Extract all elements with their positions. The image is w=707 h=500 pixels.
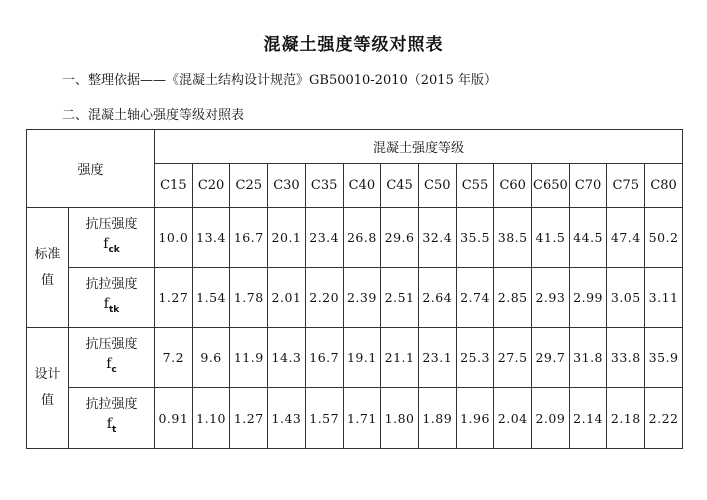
value-cell: 33.8 [607, 328, 645, 388]
value-cell: 2.04 [494, 388, 532, 449]
value-cell: 3.05 [607, 268, 645, 328]
value-cell: 1.57 [305, 388, 343, 449]
value-cell: 38.5 [494, 208, 532, 268]
property-symbol: $f_{ck}$ [103, 235, 120, 255]
value-cell: 11.9 [230, 328, 268, 388]
table-row [27, 208, 683, 268]
value-cell: 13.4 [192, 208, 230, 268]
grade-header-c55: C55 [456, 164, 494, 208]
value-cell: 1.96 [456, 388, 494, 449]
grade-header-c80: C80 [645, 164, 683, 208]
value-cell: 32.4 [418, 208, 456, 268]
grade-header-c45: C45 [381, 164, 419, 208]
property-cell [69, 208, 155, 268]
property-symbol: $f_c$ [106, 355, 117, 375]
value-cell: 29.7 [532, 328, 570, 388]
value-cell: 16.7 [230, 208, 268, 268]
value-cell: 2.14 [569, 388, 607, 449]
property-symbol: $f_t$ [106, 416, 117, 435]
value-cell: 2.20 [305, 268, 343, 328]
value-cell: 9.6 [192, 328, 230, 388]
value-cell: 2.85 [494, 268, 532, 328]
grade-header-c20: C20 [192, 164, 230, 208]
value-cell: 14.3 [268, 328, 306, 388]
value-cell: 27.5 [494, 328, 532, 388]
grade-header-c60: C60 [494, 164, 532, 208]
property-name: 抗压强度 [85, 336, 138, 352]
property-name: 抗压强度 [85, 216, 138, 232]
value-cell: 2.74 [456, 268, 494, 328]
value-cell: 1.43 [268, 388, 306, 449]
value-cell: 0.91 [155, 388, 193, 449]
value-cell: 1.89 [418, 388, 456, 449]
value-cell: 1.80 [381, 388, 419, 449]
grade-header-c50: C50 [418, 164, 456, 208]
grade-header-c650: C650 [532, 164, 570, 208]
grade-header-c25: C25 [230, 164, 268, 208]
value-cell: 23.4 [305, 208, 343, 268]
grade-header-c35: C35 [305, 164, 343, 208]
property-cell [69, 328, 155, 388]
value-type-cell: 标准值 [27, 208, 69, 328]
value-cell: 2.01 [268, 268, 306, 328]
value-cell: 20.1 [268, 208, 306, 268]
value-cell: 44.5 [569, 208, 607, 268]
value-cell: 2.18 [607, 388, 645, 449]
value-cell: 1.27 [230, 388, 268, 449]
value-cell: 2.51 [381, 268, 419, 328]
value-cell: 19.1 [343, 328, 381, 388]
value-cell: 10.0 [155, 208, 193, 268]
property-name: 抗拉强度 [85, 276, 138, 292]
value-cell: 21.1 [381, 328, 419, 388]
section-basis-text: 一、整理依据——《混凝土结构设计规范》GB50010-2010（2015 年版） [62, 73, 497, 88]
section-table-heading: 二、混凝土轴心强度等级对照表 [62, 108, 245, 123]
value-cell: 47.4 [607, 208, 645, 268]
page-title: 混凝土强度等级对照表 [263, 35, 444, 55]
value-cell: 2.99 [569, 268, 607, 328]
grade-header-c30: C30 [268, 164, 306, 208]
grade-header-c15: C15 [155, 164, 193, 208]
table-header-row [27, 130, 683, 164]
value-cell: 2.93 [532, 268, 570, 328]
corner-header-cell: 强度 [27, 130, 155, 208]
value-cell: 31.8 [569, 328, 607, 388]
value-cell: 23.1 [418, 328, 456, 388]
table-row [27, 328, 683, 388]
grade-header-c40: C40 [343, 164, 381, 208]
strength-table [26, 129, 683, 449]
value-cell: 35.5 [456, 208, 494, 268]
table-row [27, 268, 683, 328]
value-cell: 16.7 [305, 328, 343, 388]
grade-group-header: 混凝土强度等级 [155, 130, 683, 164]
value-cell: 7.2 [155, 328, 193, 388]
table-row [27, 388, 683, 449]
value-cell: 2.64 [418, 268, 456, 328]
value-type-cell: 设计值 [27, 328, 69, 449]
value-cell: 1.10 [192, 388, 230, 449]
value-cell: 29.6 [381, 208, 419, 268]
grade-header-c70: C70 [569, 164, 607, 208]
value-cell: 25.3 [456, 328, 494, 388]
value-cell: 2.09 [532, 388, 570, 449]
value-cell: 2.39 [343, 268, 381, 328]
grade-header-c75: C75 [607, 164, 645, 208]
value-cell: 41.5 [532, 208, 570, 268]
property-cell [69, 388, 155, 449]
value-cell: 1.54 [192, 268, 230, 328]
value-cell: 3.11 [645, 268, 683, 328]
value-cell: 1.71 [343, 388, 381, 449]
value-cell: 2.22 [645, 388, 683, 449]
property-symbol: $f_{tk}$ [103, 295, 120, 315]
property-cell [69, 268, 155, 328]
value-cell: 50.2 [645, 208, 683, 268]
value-cell: 1.27 [155, 268, 193, 328]
value-cell: 1.78 [230, 268, 268, 328]
value-cell: 26.8 [343, 208, 381, 268]
property-name: 抗拉强度 [85, 397, 138, 413]
value-cell: 35.9 [645, 328, 683, 388]
